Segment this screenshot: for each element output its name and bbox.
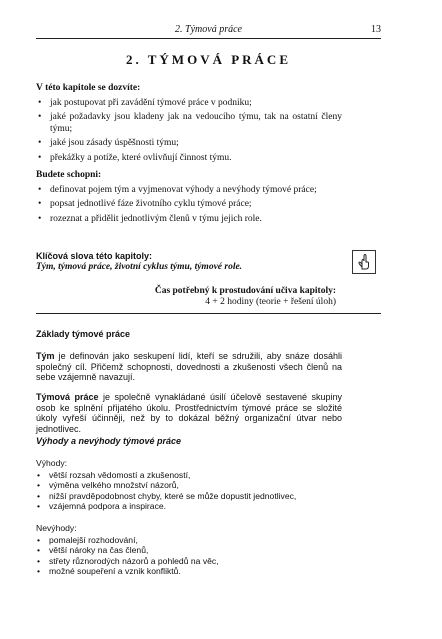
keywords-label: Klíčová slova této kapitoly: — [36, 251, 153, 261]
study-time-value: 4 + 2 hodiny (teorie + řešení úloh) — [205, 297, 336, 307]
page-number: 13 — [371, 24, 381, 35]
able-item: • rozeznat a přidělit jednotlivým členů v týmu jejich role. — [36, 214, 342, 226]
study-time-label: Čas potřebný k prostudování učiva kapitoly: — [154, 286, 336, 296]
disadvantage-item: • větší nároky na čas členů, — [36, 545, 342, 556]
advantage-item: • nižší pravděpodobnost chyby, které se může dopustit jednotlivec, — [36, 491, 342, 502]
learn-heading: V této kapitole se dozvíte: — [36, 83, 141, 93]
advantages-list — [36, 458, 342, 512]
section-heading: Základy týmové práce — [36, 329, 131, 339]
keywords-block — [36, 251, 346, 273]
running-title: 2. Týmová práce — [175, 24, 242, 35]
team-definition-paragraph — [36, 351, 342, 383]
keywords-list: Tým, týmová práce, životní cyklus týmu, týmové role. — [36, 262, 243, 272]
term-teamwork: Týmová práce — [36, 392, 99, 402]
learn-item: • překážky a potíže, které ovlivňují činnost týmu. — [36, 153, 342, 165]
learn-section — [36, 83, 342, 167]
hand-pointer-icon — [352, 250, 376, 274]
sub-heading: Výhody a nevýhody týmové práce — [36, 436, 182, 446]
disadvantages-label: Nevýhody: — [36, 523, 77, 533]
able-item: • popsat jednotlivé fáze životního cyklu týmové práce; — [36, 199, 342, 211]
advantages-label: Výhody: — [36, 458, 68, 468]
teamwork-definition-paragraph — [36, 392, 342, 434]
learn-item: • jaké jsou zásady úspěšnosti týmu; — [36, 138, 342, 150]
disadvantage-item: • pomalejší rozhodování, — [36, 535, 342, 546]
study-time-block — [36, 286, 336, 308]
able-item: • definovat pojem tým a vyjmenovat výhody a nevýhody týmové práce; — [36, 185, 342, 197]
able-section — [36, 170, 342, 228]
advantage-item: • větší rozsah vědomostí a zkušeností, — [36, 470, 342, 481]
chapter-title: 2. TÝMOVÁ PRÁCE — [125, 52, 291, 67]
term-team: Tým — [36, 351, 55, 361]
divider — [36, 313, 381, 314]
teamwork-definition-text: je společně vynakládané úsilí účelově sestavené skupiny osob ke splnění přijatého úkolu. Prostřednictvím týmové práce se složité úkoly vyřeší účinněji, než by to dokázal běžný organizační útvar nebo jednotlivec. — [36, 392, 343, 434]
learn-item: • jak postupovat při zavádění týmové práce v podniku; — [36, 98, 342, 110]
team-definition-text: je definován jako seskupení lidí, kteří se sdružili, aby snáze dosáhli společný cíl. Přičemž schopnosti, dovednosti a zkušenosti všech členů na sebe vzájemně navazují. — [36, 351, 342, 382]
advantage-item: • výměna velkého množství názorů, — [36, 480, 342, 491]
able-heading: Budete schopni: — [36, 170, 102, 180]
disadvantage-item: • možné soupeření a vznik konfliktů. — [36, 566, 342, 577]
advantage-item: • vzájemná podpora a inspirace. — [36, 501, 342, 512]
disadvantages-list — [36, 523, 342, 577]
learn-item: • jaké požadavky jsou kladeny jak na vedoucího týmu, tak na ostatní členy týmu; — [36, 112, 342, 135]
running-header — [36, 24, 381, 39]
disadvantage-item: • střety různorodých názorů a pohledů na věc, — [36, 556, 342, 567]
